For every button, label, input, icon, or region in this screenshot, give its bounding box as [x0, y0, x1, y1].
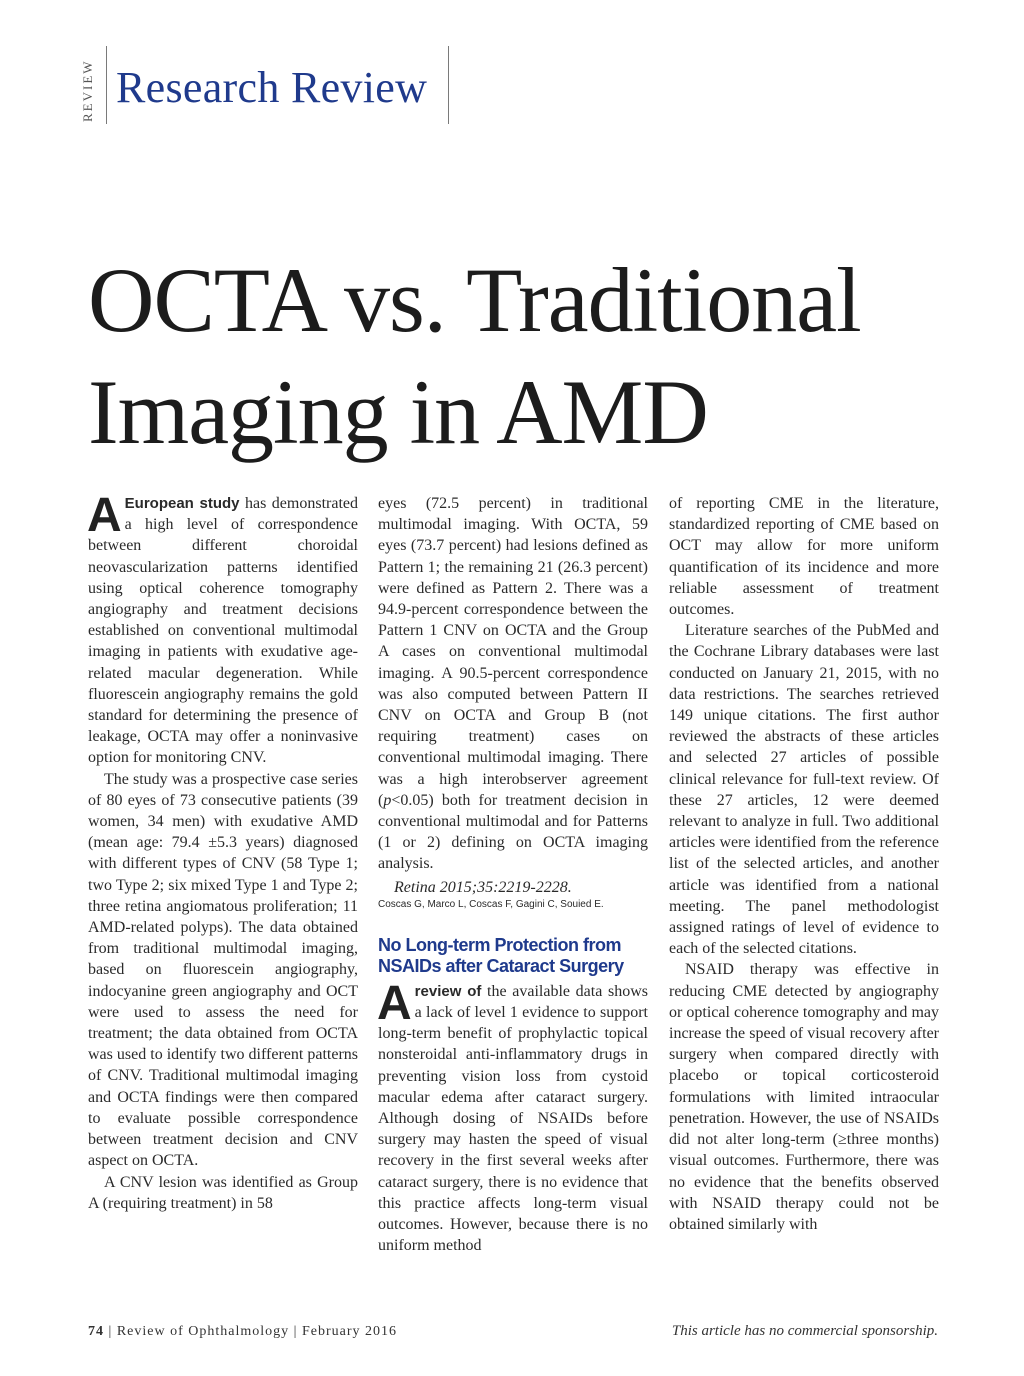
article1-paragraph-1-text: has demonstrated a high level of correspondence between different choroidal neovascularization patterns identified using optical coherence tomography angiography and treatment decisions established on conventional multimodal imaging in patients with exudative age-related macular degeneration. While fluorescein angiography remains the gold standard for determining the presence of leakage, OCTA may offer a noninvasive option for monitoring CNV. [88, 495, 358, 767]
article1-paragraph-3a: A CNV lesion was identified as Group A (requiring treatment) in 58 [88, 1173, 358, 1212]
section-vertical-label: REVIEW [80, 59, 95, 122]
article2-paragraph-3: NSAID therapy was effective in reducing CME detected by angiography or optical coherence tomography and may increase the speed of visual recovery after surgery when compared directly with placebo or topical corticosteroid formulations with limited intraocular penetration. However, the use of NSAIDs did not alter long-term (≥three months) visual outcomes. Furthermore, there was no evidence that the benefits observed with NSAID therapy could not be obtained similarly with [669, 961, 939, 1233]
column-1 [87, 489, 358, 1214]
article2-paragraph-1b: of reporting CME in the literature, standardized reporting of CME based on OCT may allow for more uniform quantification of its incidence and more reliable assessment of treatment outcomes. [669, 495, 939, 619]
article1-dropcap: A [87, 489, 122, 542]
article1-leadin: European study [124, 495, 240, 512]
article1-citation: Retina 2015;35:2219-2228. [394, 878, 572, 896]
column-2 [378, 493, 648, 1257]
article2-subhead: No Long-term Protection from NSAIDs after Cataract Surgery [378, 934, 624, 976]
article2-leadin: review of [414, 982, 482, 1000]
article1-paragraph-3b: eyes (72.5 percent) in traditional multimodal imaging. With OCTA, 59 eyes (73.7 percent) had lesions defined as Pattern 1; the remaining 21 (26.3 percent) were defined as Pattern 2. There was a 94.9-percent correspondence between the Pattern 1 CNV on OCTA and the Group A cases on conventional multimodal imaging. A 90.5-percent correspondence was also computed between Pattern II CNV on OCTA and Group B (not requiring treatment) cases on conventional multimodal imaging. There was a high interobserver agreement (p<0.05) both for treatment decision in conventional multimodal and for Patterns (1 or 2) defining on OCTA imaging analysis. [378, 495, 648, 873]
article1-authors: Coscas G, Marco L, Coscas F, Gagini C, Souied E. [378, 898, 604, 910]
header-rule-right [448, 46, 449, 124]
article2-dropcap: A [377, 976, 412, 1030]
publication-name: Review of Ophthalmology [116, 1324, 290, 1339]
section-title: Research Review [116, 63, 428, 112]
article-headline [88, 244, 968, 468]
article2-paragraph-1a: Areview of the available data shows a lack of level 1 evidence to support long-term benefit of prophylactic topical nonsteroidal anti-inflammatory drugs in preventing vision loss from cystoid macular edema after cataract surgery. Although dosing of NSAIDs before surgery may hasten the speed of visual recovery in the first several weeks after cataract surgery, there is no evidence that this practice affects long-term visual outcomes. However, because there is no uniform method [377, 976, 648, 1255]
footer-folio: 74 | Review of Ophthalmology | February 2016 [88, 1324, 397, 1339]
column-3 [669, 493, 939, 1235]
article1-paragraph-1 [87, 489, 358, 769]
article2-paragraph-2: Literature searches of the PubMed and the Cochrane Library databases were last conducted on January 21, 2015, with no data restrictions. The searches retrieved 149 unique citations. The first author reviewed the abstracts of these articles and selected 27 articles of possible clinical relevance for full-text review. Of these 27 articles, 12 were deemed relevant to analyze in full. Two additional articles were identified from the reference list of the selected articles, and another article was identified from a national meeting. The panel methodologist assigned ratings of level of evidence to each of the selected citations. [669, 622, 939, 958]
headline-line-1: OCTA vs. Traditional [88, 249, 861, 351]
sponsorship-note: This article has no commercial sponsorship. [671, 1323, 938, 1339]
header-rule-left [106, 46, 107, 124]
issue-date: February 2016 [301, 1324, 397, 1339]
headline-line-2: Imaging in AMD [88, 361, 708, 463]
article1-paragraph-2: The study was a prospective case series of 80 eyes of 73 consecutive patients (39 women, 34 men) with exudative AMD (mean age: 79.4 ±5.3 years) diagnosed with different types of CNV (58 Type 1; two Type 2; six mixed Type 1 and Type 2; three retina angiomatous proliferation; 11 AMD-related polyps). The data obtained from traditional multimodal imaging, based on fluorescein angiography, indocyanine green angiography and OCT were used to assess the need for treatment; the data obtained from OCTA was used to identify two different patterns of CNV. Traditional multimodal imaging and OCTA findings were then compared to evaluate possible correspondence between treatment decision and CNV aspect on OCTA. [88, 770, 358, 1170]
page-number: 74 [88, 1324, 104, 1339]
